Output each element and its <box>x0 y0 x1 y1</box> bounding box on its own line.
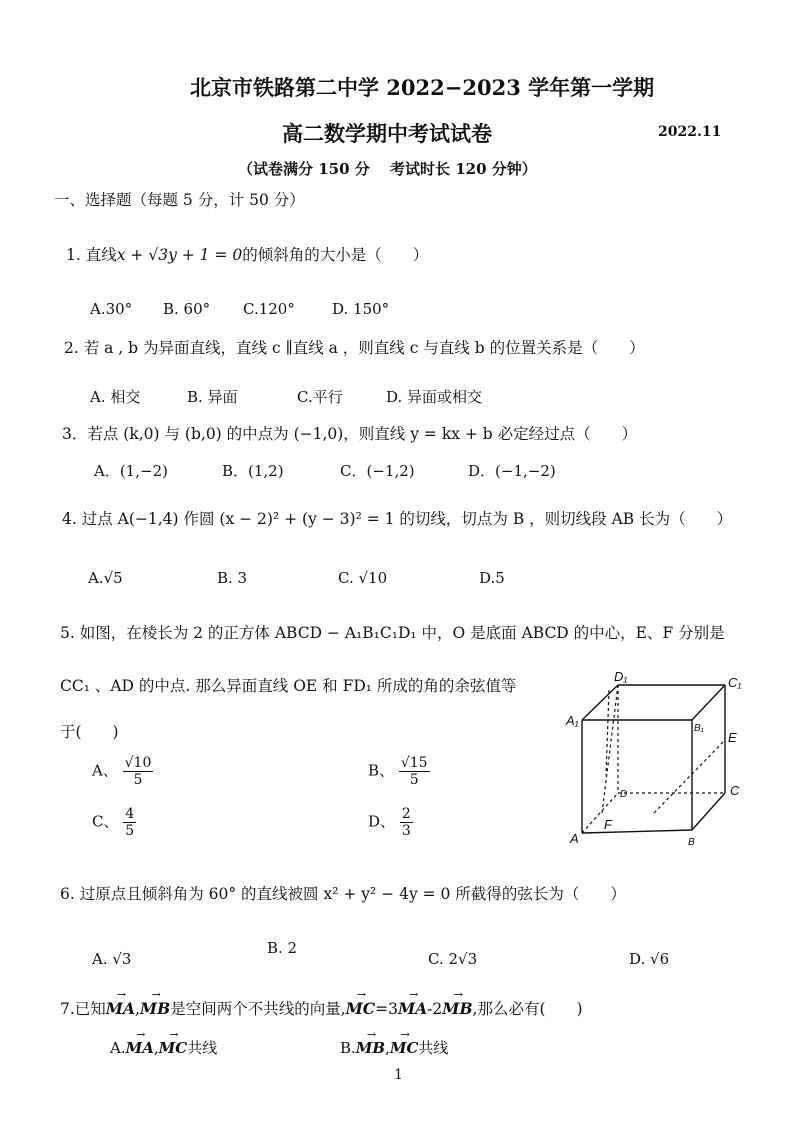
edge-a1-d1 <box>582 685 618 720</box>
label-a: A <box>570 831 579 846</box>
label-a1: A₁ <box>566 713 579 728</box>
q2-option-b: B. 异面 <box>187 388 238 406</box>
q6-option-c: C. 2√3 <box>428 950 478 968</box>
label-d: D <box>620 789 628 800</box>
segment-o-e <box>654 740 725 813</box>
question-7: 7.已知→ MA,→ MB是空间两个不共线的向量,→ MC=3→ MA-2→ MB,那么必有( ) <box>60 997 583 1019</box>
question-1: 1. 直线x + √3y + 1 = 0的倾斜角的大小是（ ） <box>66 246 429 264</box>
q1-option-d: D. 150° <box>332 300 390 318</box>
q7-option-a: A.→ MA,→ MC共线 <box>110 1037 217 1058</box>
label-d1: D₁ <box>614 669 628 684</box>
q2-option-c: C.平行 <box>297 388 343 406</box>
question-5-line3: 于( ) <box>60 723 119 741</box>
page-number: 1 <box>394 1067 403 1083</box>
q5-option-d: D、 $\frac{2}{3}$ <box>368 806 411 840</box>
section-title: 一、选择题（每题 5 分，计 50 分） <box>54 191 305 209</box>
q1-option-b: B. 60° <box>163 300 211 318</box>
q3-option-b: B．(1,2) <box>222 462 284 480</box>
q5-option-c: C、 $\frac{4}{5}$ <box>92 806 135 840</box>
q6-option-d: D. √6 <box>629 950 670 968</box>
edge-a-b <box>582 830 692 833</box>
q3-option-c: C．(−1,2) <box>340 462 415 480</box>
label-b1: B₁ <box>694 723 704 734</box>
label-c1: C₁ <box>728 675 742 690</box>
label-e: E <box>728 730 737 745</box>
question-5-line1: 5. 如图，在棱长为 2 的正方体 ABCD − A₁B₁C₁D₁ 中，O 是底面 ABCD 的中心，E、F 分别是 <box>60 624 725 642</box>
q4-option-a: A.√5 <box>88 569 123 587</box>
school-title: 北京市铁路第二中学 2022−2023 学年第一学期 <box>190 75 655 100</box>
question-2: 2. 若 a , b 为异面直线，直线 c ∥直线 a ，则直线 c 与直线 b 的位置关系是（ ） <box>64 339 645 357</box>
question-4: 4. 过点 A(−1,4) 作圆 (x − 2)² + (y − 3)² = 1 的切线，切点为 B ，则切线段 AB 长为（ ） <box>62 510 733 528</box>
edge-c1-b1 <box>692 685 725 720</box>
q6-option-a: A. √3 <box>92 950 132 968</box>
label-b: B <box>688 837 695 848</box>
question-6: 6. 过原点且倾斜角为 60° 的直线被圆 x² + y² − 4y = 0 所截得的弦长为（ ） <box>60 885 626 903</box>
q2-option-a: A. 相交 <box>90 388 141 406</box>
q2-option-d: D. 异面或相交 <box>386 388 483 406</box>
segment-d1-f <box>602 685 618 813</box>
q4-option-b: B. 3 <box>217 569 248 587</box>
q1-option-c: C.120° <box>243 300 295 318</box>
q5-option-b: B、 $\frac{√15}{5}$ <box>368 755 428 789</box>
q3-option-d: D．(−1,−2) <box>468 462 556 480</box>
q1-option-a: A.30° <box>90 300 133 318</box>
hidden-edge-a-d <box>582 793 618 833</box>
q4-option-c: C. √10 <box>338 569 388 587</box>
q7-option-b: B.→ MB,→ MC共线 <box>340 1037 448 1058</box>
segment-extra <box>606 690 609 775</box>
q5-option-a: A、 $\frac{√10}{5}$ <box>92 755 152 789</box>
question-5-line2: CC₁ 、AD 的中点. 那么异面直线 OE 和 FD₁ 所成的角的余弦值等 <box>60 677 517 695</box>
label-c: C <box>730 783 740 798</box>
q3-option-a: A．(1,−2) <box>94 462 168 480</box>
edge-c-b <box>692 793 725 830</box>
question-3: 3．若点 (k,0) 与 (b,0) 的中点为 (−1,0)，则直线 y = kx + b 必定经过点（ ） <box>62 425 638 443</box>
exam-date: 2022.11 <box>658 124 722 140</box>
label-f: F <box>604 817 612 832</box>
q4-option-d: D.5 <box>479 569 505 587</box>
exam-title: 高二数学期中考试试卷 <box>282 121 492 146</box>
q6-option-b: B. 2 <box>267 939 298 957</box>
cube-figure <box>560 665 760 855</box>
exam-info: （试卷满分 150 分 考试时长 120 分钟） <box>238 160 537 178</box>
